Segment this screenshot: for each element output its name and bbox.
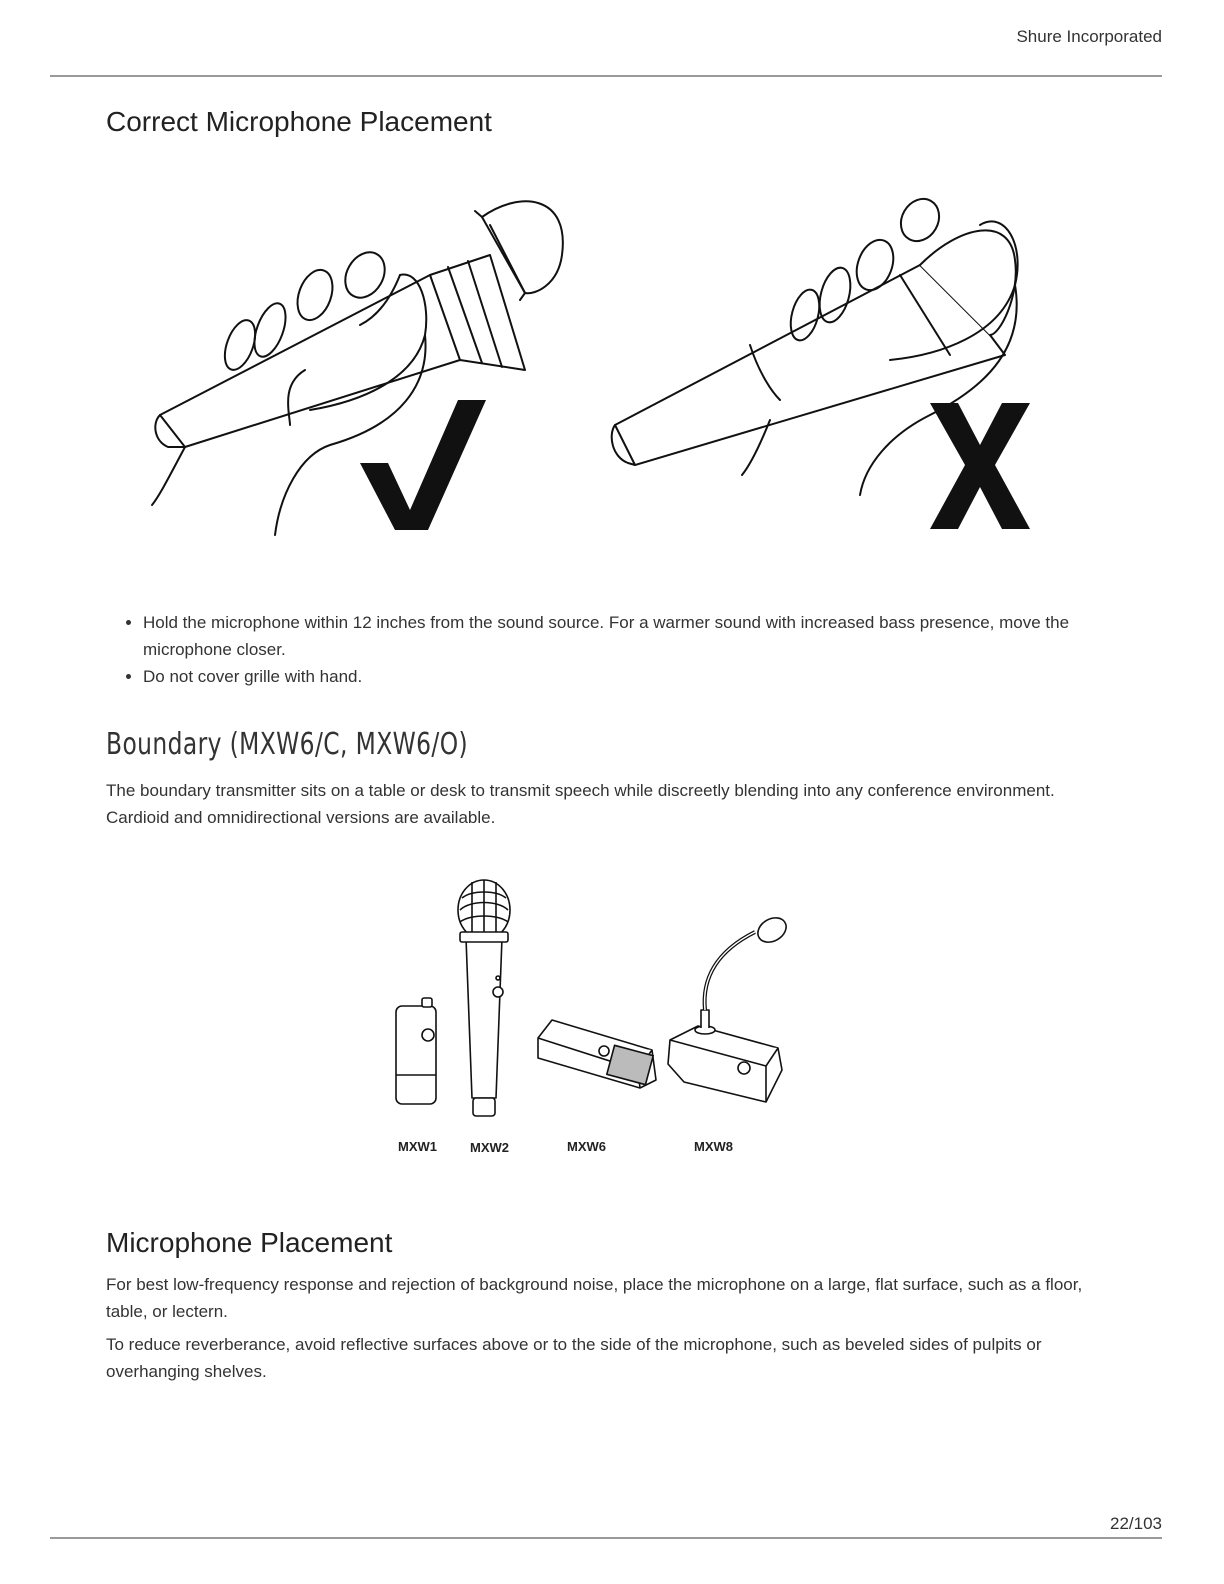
placement-paragraph-2: To reduce reverberance, avoid reflective surfaces above or to the side of the microphone, such as beveled sides of pulpits or overhanging shelves. [106,1335,1042,1381]
list-item: • Hold the microphone within 12 inches from the sound source. For a warmer sound with increased bass presence, move the microphone closer. [143,609,1133,663]
mxw8-gooseneck-illustration [668,913,790,1102]
check-mark-icon [360,400,486,530]
x-mark-icon [930,403,1030,529]
mxw6-boundary-illustration [538,1020,656,1088]
list-item: • Do not cover grille with hand. [143,663,1133,690]
header-company-name: Shure Incorporated [1016,27,1162,46]
placement-paragraph-1: For best low-frequency response and rejection of background noise, place the microphone on a large, flat surface, such as a floor, table, or lectern. [106,1275,1083,1321]
page-number: 22/103 [1110,1514,1162,1533]
footer-divider [50,1537,1162,1539]
label-mxw6: MXW6 [567,1139,606,1154]
placement-tips-list [106,609,1133,690]
hand-placement-figure [130,185,1050,545]
mxw2-handheld-illustration [458,880,510,1116]
label-mxw8: MXW8 [694,1139,733,1154]
product-lineup-figure [380,870,800,1160]
header-divider [50,75,1162,77]
section-title-boundary: Boundary (MXW6/C, MXW6/O) [106,727,469,762]
label-mxw1: MXW1 [398,1139,437,1154]
mxw1-bodypack-illustration [396,998,436,1104]
section-title-microphone-placement: Microphone Placement [106,1227,393,1258]
section-title-correct-placement: Correct Microphone Placement [106,106,492,137]
label-mxw2: MXW2 [470,1140,509,1155]
boundary-description: The boundary transmitter sits on a table or desk to transmit speech while discreetly blending into any conference environment. Cardioid and omnidirectional versions are available. [106,781,1055,827]
correct-grip-illustration [152,201,563,535]
